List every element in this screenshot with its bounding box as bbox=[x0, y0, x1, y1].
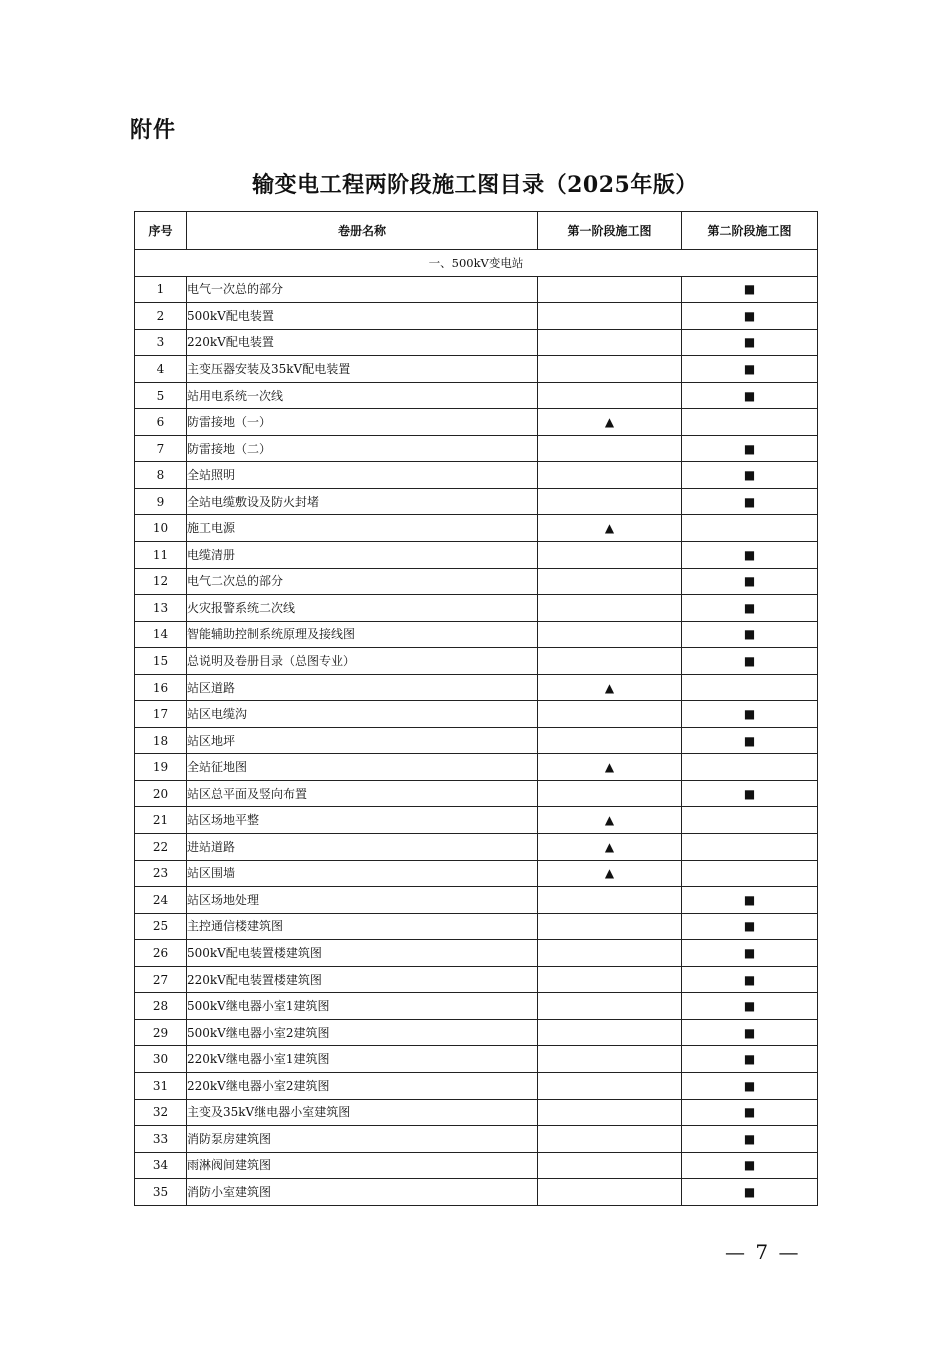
row-stage-two-mark: ■ bbox=[682, 329, 818, 356]
row-seq: 23 bbox=[135, 860, 187, 887]
table-row bbox=[135, 701, 818, 728]
row-seq: 12 bbox=[135, 568, 187, 595]
table-row bbox=[135, 754, 818, 781]
table-row bbox=[135, 409, 818, 436]
row-stage-two-mark: ■ bbox=[682, 1179, 818, 1206]
table-row bbox=[135, 462, 818, 489]
row-stage-one-mark bbox=[538, 727, 682, 754]
table-row bbox=[135, 1179, 818, 1206]
row-stage-one-mark bbox=[538, 462, 682, 489]
row-volume-name: 电气二次总的部分 bbox=[187, 568, 538, 595]
row-seq: 13 bbox=[135, 595, 187, 622]
row-stage-two-mark bbox=[682, 409, 818, 436]
row-stage-two-mark: ■ bbox=[682, 701, 818, 728]
row-stage-two-mark: ■ bbox=[682, 913, 818, 940]
document-title: 输变电工程两阶段施工图目录（2025年版） bbox=[252, 172, 698, 198]
table-row bbox=[135, 966, 818, 993]
row-stage-one-mark bbox=[538, 648, 682, 675]
table-row bbox=[135, 807, 818, 834]
row-stage-one-mark: ▲ bbox=[538, 674, 682, 701]
table-row bbox=[135, 1152, 818, 1179]
row-stage-two-mark bbox=[682, 674, 818, 701]
row-stage-two-mark: ■ bbox=[682, 940, 818, 967]
row-volume-name: 全站照明 bbox=[187, 462, 538, 489]
row-seq: 7 bbox=[135, 435, 187, 462]
row-stage-one-mark bbox=[538, 966, 682, 993]
row-stage-two-mark: ■ bbox=[682, 303, 818, 330]
row-seq: 24 bbox=[135, 887, 187, 914]
row-stage-two-mark bbox=[682, 515, 818, 542]
row-volume-name: 总说明及卷册目录（总图专业） bbox=[187, 648, 538, 675]
table-row bbox=[135, 356, 818, 383]
row-volume-name: 220kV配电装置楼建筑图 bbox=[187, 966, 538, 993]
row-volume-name: 主变及35kV继电器小室建筑图 bbox=[187, 1099, 538, 1126]
row-seq: 3 bbox=[135, 329, 187, 356]
row-volume-name: 站区道路 bbox=[187, 674, 538, 701]
row-stage-two-mark bbox=[682, 860, 818, 887]
row-volume-name: 消防小室建筑图 bbox=[187, 1179, 538, 1206]
row-volume-name: 站区场地平整 bbox=[187, 807, 538, 834]
row-stage-one-mark bbox=[538, 913, 682, 940]
row-stage-two-mark bbox=[682, 807, 818, 834]
header-stage-two: 第二阶段施工图 bbox=[682, 212, 818, 250]
row-volume-name: 施工电源 bbox=[187, 515, 538, 542]
section-row bbox=[135, 250, 818, 277]
row-volume-name: 站用电系统一次线 bbox=[187, 382, 538, 409]
row-stage-one-mark: ▲ bbox=[538, 834, 682, 861]
row-stage-one-mark: ▲ bbox=[538, 409, 682, 436]
table-row bbox=[135, 621, 818, 648]
row-seq: 10 bbox=[135, 515, 187, 542]
row-stage-two-mark: ■ bbox=[682, 1152, 818, 1179]
row-seq: 25 bbox=[135, 913, 187, 940]
table-row bbox=[135, 993, 818, 1020]
table-row bbox=[135, 1099, 818, 1126]
row-volume-name: 防雷接地（一） bbox=[187, 409, 538, 436]
row-seq: 2 bbox=[135, 303, 187, 330]
row-stage-one-mark: ▲ bbox=[538, 860, 682, 887]
row-stage-one-mark: ▲ bbox=[538, 807, 682, 834]
row-seq: 9 bbox=[135, 488, 187, 515]
row-seq: 18 bbox=[135, 727, 187, 754]
row-stage-two-mark: ■ bbox=[682, 488, 818, 515]
table-row bbox=[135, 329, 818, 356]
row-stage-two-mark: ■ bbox=[682, 568, 818, 595]
table-row bbox=[135, 887, 818, 914]
row-volume-name: 主控通信楼建筑图 bbox=[187, 913, 538, 940]
row-stage-one-mark bbox=[538, 621, 682, 648]
row-stage-one-mark bbox=[538, 542, 682, 569]
row-stage-one-mark bbox=[538, 1152, 682, 1179]
table-row bbox=[135, 542, 818, 569]
row-volume-name: 雨淋阀间建筑图 bbox=[187, 1152, 538, 1179]
table-row bbox=[135, 488, 818, 515]
header-volume-name: 卷册名称 bbox=[187, 212, 538, 250]
row-seq: 31 bbox=[135, 1072, 187, 1099]
row-stage-one-mark bbox=[538, 887, 682, 914]
table-row bbox=[135, 648, 818, 675]
row-seq: 20 bbox=[135, 780, 187, 807]
row-seq: 22 bbox=[135, 834, 187, 861]
table-row bbox=[135, 303, 818, 330]
header-seq: 序号 bbox=[135, 212, 187, 250]
row-stage-two-mark: ■ bbox=[682, 1099, 818, 1126]
row-volume-name: 电缆清册 bbox=[187, 542, 538, 569]
table-row bbox=[135, 1072, 818, 1099]
row-volume-name: 220kV继电器小室1建筑图 bbox=[187, 1046, 538, 1073]
row-stage-one-mark bbox=[538, 329, 682, 356]
row-volume-name: 主变压器安装及35kV配电装置 bbox=[187, 356, 538, 383]
table-row bbox=[135, 780, 818, 807]
row-seq: 5 bbox=[135, 382, 187, 409]
row-stage-one-mark bbox=[538, 435, 682, 462]
row-stage-one-mark: ▲ bbox=[538, 754, 682, 781]
row-seq: 14 bbox=[135, 621, 187, 648]
table-row bbox=[135, 595, 818, 622]
row-volume-name: 500kV配电装置 bbox=[187, 303, 538, 330]
row-volume-name: 全站电缆敷设及防火封堵 bbox=[187, 488, 538, 515]
row-seq: 21 bbox=[135, 807, 187, 834]
drawing-catalog-table bbox=[134, 211, 818, 1206]
row-stage-one-mark bbox=[538, 303, 682, 330]
row-stage-two-mark: ■ bbox=[682, 435, 818, 462]
row-seq: 33 bbox=[135, 1126, 187, 1153]
table-row bbox=[135, 382, 818, 409]
row-stage-one-mark bbox=[538, 1126, 682, 1153]
row-seq: 35 bbox=[135, 1179, 187, 1206]
row-stage-one-mark bbox=[538, 1019, 682, 1046]
row-volume-name: 站区总平面及竖向布置 bbox=[187, 780, 538, 807]
row-stage-two-mark: ■ bbox=[682, 356, 818, 383]
page-number: — 7 — bbox=[725, 1240, 801, 1264]
row-volume-name: 站区场地处理 bbox=[187, 887, 538, 914]
table-row bbox=[135, 727, 818, 754]
row-stage-two-mark: ■ bbox=[682, 780, 818, 807]
row-stage-two-mark: ■ bbox=[682, 595, 818, 622]
row-stage-two-mark: ■ bbox=[682, 276, 818, 303]
row-seq: 30 bbox=[135, 1046, 187, 1073]
row-volume-name: 站区电缆沟 bbox=[187, 701, 538, 728]
row-stage-one-mark bbox=[538, 276, 682, 303]
table-row bbox=[135, 1046, 818, 1073]
table-row bbox=[135, 674, 818, 701]
header-stage-one: 第一阶段施工图 bbox=[538, 212, 682, 250]
row-stage-one-mark bbox=[538, 780, 682, 807]
row-seq: 34 bbox=[135, 1152, 187, 1179]
table-row bbox=[135, 860, 818, 887]
row-stage-two-mark: ■ bbox=[682, 887, 818, 914]
row-stage-two-mark: ■ bbox=[682, 542, 818, 569]
table-row bbox=[135, 940, 818, 967]
row-volume-name: 500kV继电器小室2建筑图 bbox=[187, 1019, 538, 1046]
row-stage-one-mark bbox=[538, 993, 682, 1020]
row-seq: 32 bbox=[135, 1099, 187, 1126]
row-stage-two-mark: ■ bbox=[682, 993, 818, 1020]
table-row bbox=[135, 834, 818, 861]
annex-label: 附件 bbox=[130, 118, 177, 143]
row-volume-name: 火灾报警系统二次线 bbox=[187, 595, 538, 622]
table-row bbox=[135, 435, 818, 462]
table-row bbox=[135, 515, 818, 542]
row-stage-two-mark: ■ bbox=[682, 1046, 818, 1073]
row-stage-one-mark bbox=[538, 701, 682, 728]
row-volume-name: 电气一次总的部分 bbox=[187, 276, 538, 303]
row-stage-one-mark bbox=[538, 1099, 682, 1126]
row-volume-name: 进站道路 bbox=[187, 834, 538, 861]
table-row bbox=[135, 913, 818, 940]
row-seq: 27 bbox=[135, 966, 187, 993]
row-seq: 16 bbox=[135, 674, 187, 701]
row-seq: 26 bbox=[135, 940, 187, 967]
row-volume-name: 500kV配电装置楼建筑图 bbox=[187, 940, 538, 967]
table-header-row bbox=[135, 212, 818, 250]
row-seq: 29 bbox=[135, 1019, 187, 1046]
row-volume-name: 220kV继电器小室2建筑图 bbox=[187, 1072, 538, 1099]
row-volume-name: 全站征地图 bbox=[187, 754, 538, 781]
row-volume-name: 220kV配电装置 bbox=[187, 329, 538, 356]
row-stage-two-mark: ■ bbox=[682, 1072, 818, 1099]
table-row bbox=[135, 1019, 818, 1046]
section-title: 一、500kV变电站 bbox=[135, 250, 818, 277]
row-seq: 11 bbox=[135, 542, 187, 569]
row-volume-name: 站区围墙 bbox=[187, 860, 538, 887]
row-seq: 6 bbox=[135, 409, 187, 436]
table-row bbox=[135, 568, 818, 595]
row-stage-one-mark bbox=[538, 1046, 682, 1073]
row-volume-name: 站区地坪 bbox=[187, 727, 538, 754]
row-stage-two-mark: ■ bbox=[682, 727, 818, 754]
row-stage-one-mark bbox=[538, 595, 682, 622]
row-volume-name: 500kV继电器小室1建筑图 bbox=[187, 993, 538, 1020]
row-stage-one-mark: ▲ bbox=[538, 515, 682, 542]
row-seq: 28 bbox=[135, 993, 187, 1020]
row-stage-two-mark bbox=[682, 834, 818, 861]
row-stage-two-mark: ■ bbox=[682, 648, 818, 675]
row-seq: 8 bbox=[135, 462, 187, 489]
table-row bbox=[135, 1126, 818, 1153]
row-volume-name: 防雷接地（二） bbox=[187, 435, 538, 462]
row-stage-one-mark bbox=[538, 1179, 682, 1206]
row-stage-one-mark bbox=[538, 488, 682, 515]
row-seq: 15 bbox=[135, 648, 187, 675]
row-stage-one-mark bbox=[538, 382, 682, 409]
row-stage-one-mark bbox=[538, 1072, 682, 1099]
row-seq: 4 bbox=[135, 356, 187, 383]
row-stage-two-mark: ■ bbox=[682, 966, 818, 993]
row-stage-one-mark bbox=[538, 940, 682, 967]
row-stage-two-mark: ■ bbox=[682, 1019, 818, 1046]
row-volume-name: 消防泵房建筑图 bbox=[187, 1126, 538, 1153]
row-stage-two-mark: ■ bbox=[682, 1126, 818, 1153]
row-stage-one-mark bbox=[538, 568, 682, 595]
row-stage-two-mark: ■ bbox=[682, 462, 818, 489]
row-volume-name: 智能辅助控制系统原理及接线图 bbox=[187, 621, 538, 648]
row-seq: 1 bbox=[135, 276, 187, 303]
row-stage-two-mark: ■ bbox=[682, 621, 818, 648]
table-row bbox=[135, 276, 818, 303]
row-seq: 19 bbox=[135, 754, 187, 781]
row-seq: 17 bbox=[135, 701, 187, 728]
row-stage-one-mark bbox=[538, 356, 682, 383]
row-stage-two-mark bbox=[682, 754, 818, 781]
row-stage-two-mark: ■ bbox=[682, 382, 818, 409]
